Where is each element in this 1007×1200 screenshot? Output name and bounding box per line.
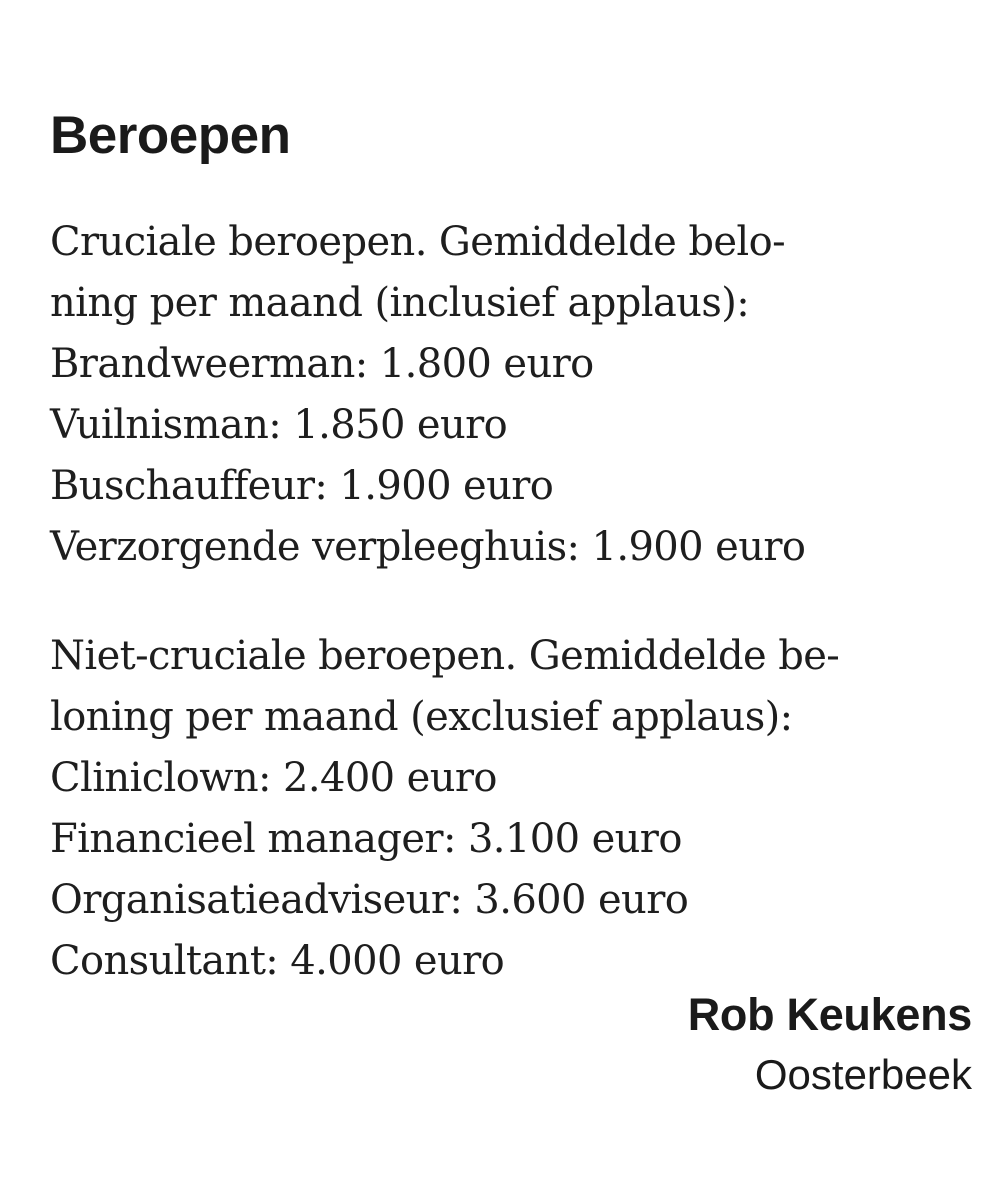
salary-line: Buschauffeur: 1.900 euro (50, 463, 554, 509)
salary-line: Financieel manager: 3.100 euro (50, 816, 682, 862)
author-name: Rob Keukens (687, 989, 972, 1040)
salary-line: Consultant: 4.000 euro (50, 938, 505, 984)
signature-block (688, 985, 972, 1105)
salary-line: Organisatieadviseur: 3.600 euro (50, 877, 689, 923)
paragraph-line: Cruciale beroepen. Gemiddelde belo- (50, 219, 786, 265)
letter-heading: Beroepen (50, 106, 291, 165)
paragraph-line: loning per maand (exclusief applaus): (50, 694, 793, 740)
paragraph-line: ning per maand (inclusief applaus): (50, 280, 750, 326)
salary-line: Vuilnisman: 1.850 euro (50, 402, 508, 448)
paragraph-line: Niet-cruciale beroepen. Gemiddelde be- (50, 633, 840, 679)
crucial-professions-paragraph (50, 212, 980, 578)
salary-line: Verzorgende verpleeghuis: 1.900 euro (50, 524, 806, 570)
non-crucial-professions-paragraph (50, 626, 980, 992)
salary-line: Cliniclown: 2.400 euro (50, 755, 497, 801)
author-place: Oosterbeek (754, 1051, 972, 1098)
salary-line: Brandweerman: 1.800 euro (50, 341, 594, 387)
